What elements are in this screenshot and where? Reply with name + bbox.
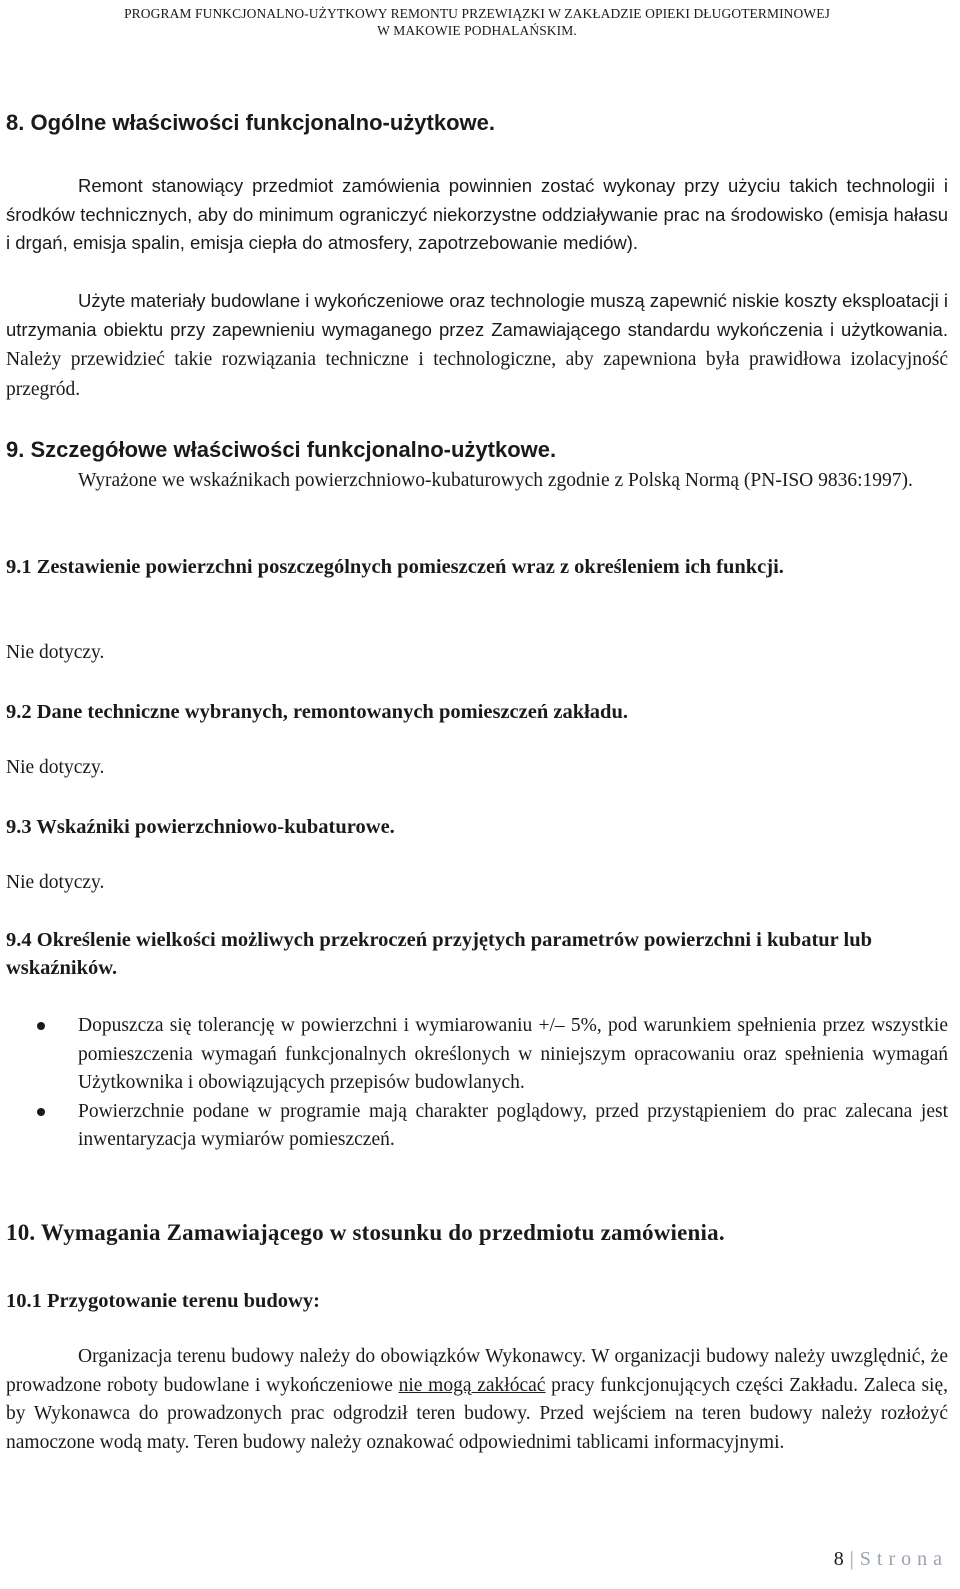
section-10-1-heading: 10.1 Przygotowanie terenu budowy: bbox=[6, 1290, 320, 1312]
list-item-text: Powierzchnie podane w programie mają charakter poglądowy, przed przystąpieniem do prac zalecana jest inwentaryzacja wymiarów pomieszczeń. bbox=[78, 1100, 948, 1150]
section-8-paragraph-1: Remont stanowiący przedmiot zamówienia powinnien zostać wykonay przy użyciu takich technologii i środków technicznych, aby do minimum ograniczyć niekorzystne oddziaływanie prac na środowisko (emisja hałasu i drgań, emisja spalin, emisja ciepła do atmosfery, zapotrzebowanie mediów). bbox=[6, 175, 948, 253]
running-header bbox=[6, 0, 948, 39]
list-item bbox=[6, 1012, 948, 1098]
document-page bbox=[6, 0, 948, 1453]
bullet-icon bbox=[37, 1108, 45, 1116]
section-10-1-paragraph bbox=[6, 1343, 948, 1457]
paragraph-part-2: pracy funkcjonujących części Zakładu. Zaleca się, by Wykonawca do prowadzonych prac odgrodził teren budowy. Przed wejściem na teren budowy należy rozłożyć namoczone wodą maty. Teren budowy należy oznakować odpowiednimi tablicami informacyjnymi. bbox=[6, 1374, 948, 1453]
paragraph-part-1: Organizacja terenu budowy należy do obowiązków Wykonawcy. W organizacji budowy należy uwzględnić, że prowadzone roboty budowlane i wykończeniowe bbox=[6, 1346, 948, 1396]
section-9-3-heading: 9.3 Wskaźniki powierzchniowo-kubaturowe. bbox=[6, 816, 395, 838]
list-item-text: Dopuszcza się tolerancję w powierzchni i wymiarowaniu +/– 5%, pod warunkiem spełnienia przez wszystkie pomieszczenia wymagań funkcjonalnych określonych w niniejszym opracowaniu oraz spełnienia wymagań Użytkownika i obowiązujących przepisów budowlanych. bbox=[78, 1015, 948, 1093]
section-9-1-heading: 9.1 Zestawienie powierzchni poszczególnych pomieszczeń wraz z określeniem ich funkcji. bbox=[6, 556, 784, 578]
section-10-heading: 10. Wymagania Zamawiającego w stosunku do przedmiotu zamówienia. bbox=[6, 1220, 725, 1245]
section-9-3-text: Nie dotyczy. bbox=[6, 872, 105, 893]
header-line-1: PROGRAM FUNKCJONALNO-UŻYTKOWY REMONTU PRZEWIĄZKI W ZAKŁADZIE OPIEKI DŁUGOTERMINOWEJ bbox=[124, 6, 830, 21]
section-9-1-text: Nie dotyczy. bbox=[6, 642, 105, 663]
page-footer bbox=[834, 1548, 948, 1571]
section-8-heading: 8. Ogólne właściwości funkcjonalno-użytkowe. bbox=[6, 110, 495, 135]
section-9-2-text: Nie dotyczy. bbox=[6, 757, 105, 778]
bullet-icon bbox=[37, 1022, 45, 1030]
section-9-4-heading: 9.4 Określenie wielkości możliwych przekroczeń przyjętych parametrów powierzchni i kubatur lub wskaźników. bbox=[6, 929, 873, 979]
section-8-paragraph-2 bbox=[6, 287, 948, 404]
footer-page-word: Strona bbox=[859, 1548, 948, 1570]
list-item bbox=[6, 1098, 948, 1155]
section-8-paragraph-2-part-2: Należy przewidzieć takie rozwiązania techniczne i technologiczne, aby zapewniona była prawidłowa izolacyjność przegród. bbox=[6, 349, 948, 400]
section-9-intro: Wyrażone we wskaźnikach powierzchniowo-kubaturowych zgodnie z Polską Normą (PN-ISO 9836:1997). bbox=[78, 470, 913, 491]
footer-separator: | bbox=[849, 1548, 854, 1570]
section-9-heading: 9. Szczegółowe właściwości funkcjonalno-użytkowe. bbox=[6, 437, 557, 462]
underlined-phrase: nie mogą zakłócać bbox=[398, 1374, 546, 1396]
tolerance-bullet-list bbox=[6, 1012, 948, 1155]
section-9-2-heading: 9.2 Dane techniczne wybranych, remontowanych pomieszczeń zakładu. bbox=[6, 701, 628, 723]
page-number: 8 bbox=[833, 1548, 844, 1570]
header-line-2: W MAKOWIE PODHALAŃSKIM. bbox=[377, 23, 577, 38]
section-8-paragraph-2-part-1: Użyte materiały budowlane i wykończeniowe oraz technologie muszą zapewnić niskie koszty eksploatacji i utrzymania obiektu przy zapewnieniu wymaganego przez Zamawiającego standardu wykończenia i użytkowania. bbox=[6, 290, 948, 340]
